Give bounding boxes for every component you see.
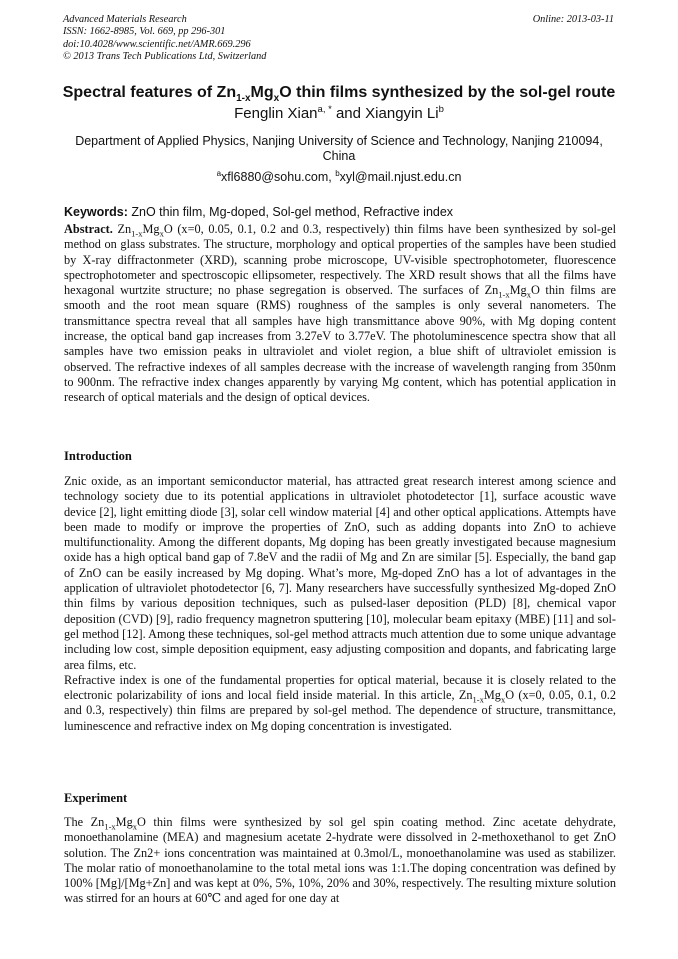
subscript: 1-x	[104, 821, 116, 832]
abstract-text: Mg	[142, 222, 160, 236]
subscript: x	[132, 821, 137, 832]
title-part: Spectral features of Zn	[62, 84, 237, 101]
email-address: xfl6880@sohu.com,	[221, 170, 336, 185]
email-mark: b	[335, 169, 340, 178]
introduction-paragraph: Znic oxide, as an important semiconductor material, has attracted great research interest among science and technology society due to its potential applications in ultraviolet photodetector [1], surface acoustic wave device [2], light emitting diode [3], solar cell window material [4] and other optical applications. Attempts have been made to modify or improve the properties of ZnO, such as adding dopants into ZnO to achieve multifunctionality. Among the different dopants, Mg doping has been greatly investigated because magnesium oxide has a high optical band gap of 7.8eV and the radii of Mg and Zn are similar [5]. Especially, the band gap of ZnO can be easily increased by Mg doping. What’s more, Mg-doped ZnO has a lot of advantages in the application of ultraviolet photodetector [6, 7]. Many researchers have successfully synthesized Mg-doped ZnO thin films by various deposition techniques, such as pulsed-laser deposition (PLD) [8], chemical vapor deposition (CVD) [9], radio frequency magnetron sputtering [10], molecular beam epitaxy (MBE) [11] and sol-gel method [12]. Among these techniques, sol-gel method attracts much attention due to some unique advantage including low cost, simple deposition equipment, easy adjusting composition and dopants, and fabricating large area films, etc.	[64, 474, 616, 672]
affiliation: Department of Applied Physics, Nanjing University of Science and Technology, Nanjing 210094, China	[75, 134, 603, 163]
issn-line: ISSN: 1662-8985, Vol. 669, pp 296-301	[63, 26, 226, 38]
abstract-text: O (x=0, 0.05, 0.1, 0.2 and 0.3, respectively) thin films have been synthesized by sol-gel method on glass substrates. The structure, morphology and optical properties of the samples have been studied by X-ray diffractonmeter (XRD), scanning probe microscope, UV-visible spectrophotometer, fluorescence spectrophotometer and spectroscopic ellipsometer, respectively. The XRD result shows that all the films have hexagonal wurtzite structure; no phase segregation is observed. The surfaces of Zn	[64, 222, 617, 298]
keywords-text: ZnO thin film, Mg-doped, Sol-gel method, Refractive index	[127, 205, 454, 219]
paragraph-text: Refractive index is one of the fundamental properties for optical material, because it is closely related to the electronic polarizability of ions and local field inside material. In this article, Zn	[64, 672, 616, 703]
title-subscript: x	[273, 93, 280, 105]
author-name: Fenglin Xian	[234, 105, 318, 122]
abstract-text: Zn	[112, 222, 132, 236]
online-date: Online: 2013-03-11	[532, 14, 614, 25]
subscript: x	[159, 228, 164, 239]
title-subscript: 1-x	[236, 93, 251, 105]
paragraph-text: O thin films were synthesized by sol gel spin coating method. Zinc acetate dehydrate, monoethanolamine (MEA) and magnesium acetate 2-hydrate were dissolved in 2-methoxethanol to get ZnO solution. The Zn2+ ions concentration was maintained at 0.3mol/L, monoethanolamine was used as stabilizer. The molar ratio of monoethanolamine to the total metal ions was 1:1.The doping concentration was defined by 100% [Mg]/[Mg+Zn] and was kept at 0%, 5%, 10%, 20% and 30%, respectively. The resulting mixture solution was stirred for an hours at 60℃ and aged for one day at	[64, 815, 616, 906]
email-mark: a	[216, 169, 222, 178]
subscript: 1-x	[498, 289, 510, 300]
subscript: 1-x	[131, 228, 143, 239]
experiment-heading: Experiment	[64, 791, 128, 805]
author-emails	[63, 169, 615, 184]
paragraph-text: The Zn	[64, 815, 105, 829]
paragraph-text: Mg	[115, 815, 133, 829]
doi-line: doi:10.4028/www.scientific.net/AMR.669.296	[63, 38, 251, 50]
title-part: O thin films synthesized by the sol-gel route	[279, 84, 616, 101]
abstract-label: Abstract.	[64, 222, 113, 236]
author-affiliation-mark: a, *	[317, 104, 332, 115]
introduction-body	[64, 474, 616, 734]
journal-header	[63, 14, 266, 64]
paragraph-text: O (x=0, 0.05, 0.1, 0.2 and 0.3, respectively) thin films are prepared by sol-gel method. The dependence of structure, transmittance, luminescence and refractive index on Mg doping concentration is investigated.	[64, 688, 616, 733]
subscript: x	[526, 289, 531, 300]
keywords-label: Keywords:	[64, 205, 128, 219]
journal-name: Advanced Materials Research	[63, 14, 187, 25]
author-line	[30, 104, 648, 122]
paper-title	[30, 84, 648, 104]
experiment-body	[64, 815, 616, 907]
abstract-text: O thin films are smooth and the root mean square (RMS) roughness of the samples is only several nanometers. The transmittance spectra reveal that all samples have high transmittance above 90%, with Mg doping content increase, the optical band gap increases from 3.27eV to 3.77eV. The photoluminescence spectra show that all samples have two emission peaks in ultraviolet and violet region, a blue shift of ultraviolet emission is observed. The refractive indexes of all samples decrease with the increase of wavelength ranging from 350nm to 900nm. The refractive index changes apparently by varying Mg content, which has potential application in research of optical materials and the design of optical devices.	[64, 283, 616, 405]
abstract	[64, 222, 616, 406]
email-address: xyl@mail.njust.edu.cn	[339, 170, 462, 185]
subscript: 1-x	[472, 694, 484, 705]
abstract-text: Mg	[509, 283, 527, 298]
title-part: Mg	[250, 84, 274, 101]
author-affiliation-mark: b	[438, 104, 444, 115]
paragraph-text: Mg	[483, 688, 501, 703]
introduction-paragraph	[64, 673, 616, 734]
abstract-paragraph	[64, 222, 616, 406]
author-name: Xiangyin Li	[365, 105, 439, 122]
experiment-paragraph	[64, 815, 616, 907]
keywords	[64, 205, 453, 219]
author-joiner: and	[331, 105, 366, 122]
subscript: x	[500, 694, 506, 705]
introduction-heading: Introduction	[64, 449, 132, 463]
copyright-line: © 2013 Trans Tech Publications Ltd, Switzerland	[63, 51, 267, 63]
